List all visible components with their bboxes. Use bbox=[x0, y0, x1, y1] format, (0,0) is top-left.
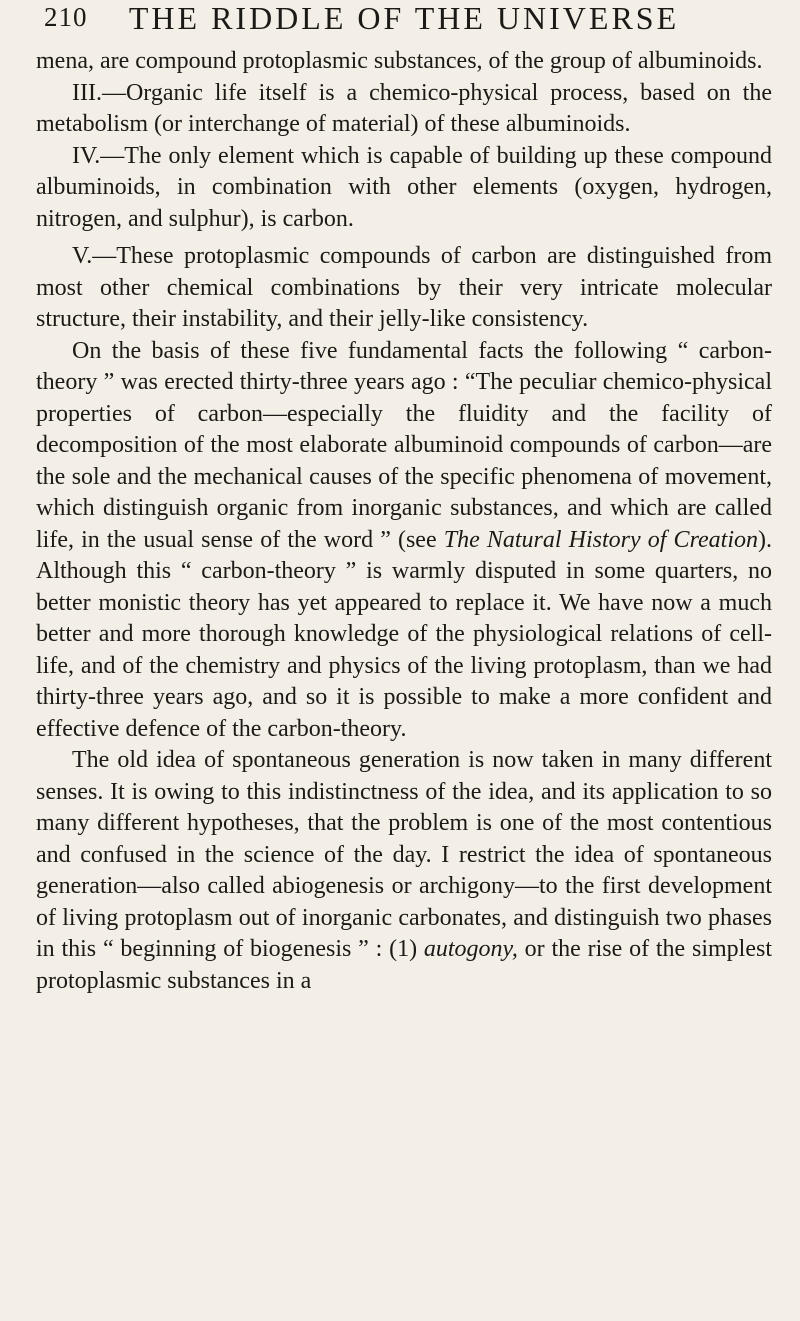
paragraph-spontaneous-generation bbox=[36, 745, 772, 997]
running-head bbox=[36, 0, 772, 46]
paragraph-text: or the rise of the simplest protoplasmic substances in a bbox=[36, 936, 773, 994]
running-title: THE RIDDLE OF THE UNIVERSE bbox=[128, 0, 680, 36]
page-number: 210 bbox=[44, 2, 88, 32]
paragraph-text: ). Although this “ carbon-theory ” is warmly disputed in some quarters, no better monistic theory has yet appeared to replace it. We have now a much better and more thorough knowledge of the physiological relations of cell-life, and of the chemistry and physics of the living protoplasm, than we had thirty-three years ago, and so it is possible to make a more confident and effective defence of the carbon-theory. bbox=[36, 526, 773, 742]
paragraph-fact-iii: III.—Organic life itself is a chemico-physical process, based on the metabolism (or interchange of material) of these albuminoids. bbox=[36, 79, 772, 137]
paragraph-fact-iv: IV.—The only element which is capable of building up these compound albuminoids, in combination with other elements (oxygen, hydrogen, nitrogen, and sulphur), is carbon. bbox=[36, 142, 772, 232]
paragraph-text: The old idea of spontaneous generation is now taken in many different senses. It is owing to this indistinctness of the idea, and its application to so many different hypotheses, that the problem is one of the most contentious and confused in the science of the day. I restrict the idea of spontaneous generation—also called abiogenesis or archigony—to the first development of living protoplasm out of inorganic carbonates, and distinguish two phases in this “ beginning of biogenesis ” : (1) bbox=[36, 747, 772, 962]
body-text bbox=[36, 46, 772, 997]
book-title-italic: The Natural History of Creation bbox=[443, 526, 759, 553]
paragraph-carbon-theory bbox=[36, 336, 772, 746]
term-italic: autogony, bbox=[423, 936, 518, 962]
paragraph-fact-v: V.—These protoplasmic compounds of carbon are distinguished from most other chemical combinations by their very intricate molecular structure, their instability, and their jelly-like consistency. bbox=[36, 243, 772, 332]
paragraph-continuation: mena, are compound protoplasmic substances, of the group of albuminoids. bbox=[36, 48, 763, 74]
paragraph-text: On the basis of these five fundamental facts the following “ carbon-theory ” was erected thirty-three years ago : “The peculiar chemico-physical properties of carbon—especially the fluidity and the facility of decomposition of the most elaborate albuminoid compounds of carbon—are the sole and the mechanical causes of the specific phenomena of movement, which distinguish organic from inorganic substances, and which are called life, in the usual sense of the word ” (see bbox=[36, 337, 772, 553]
